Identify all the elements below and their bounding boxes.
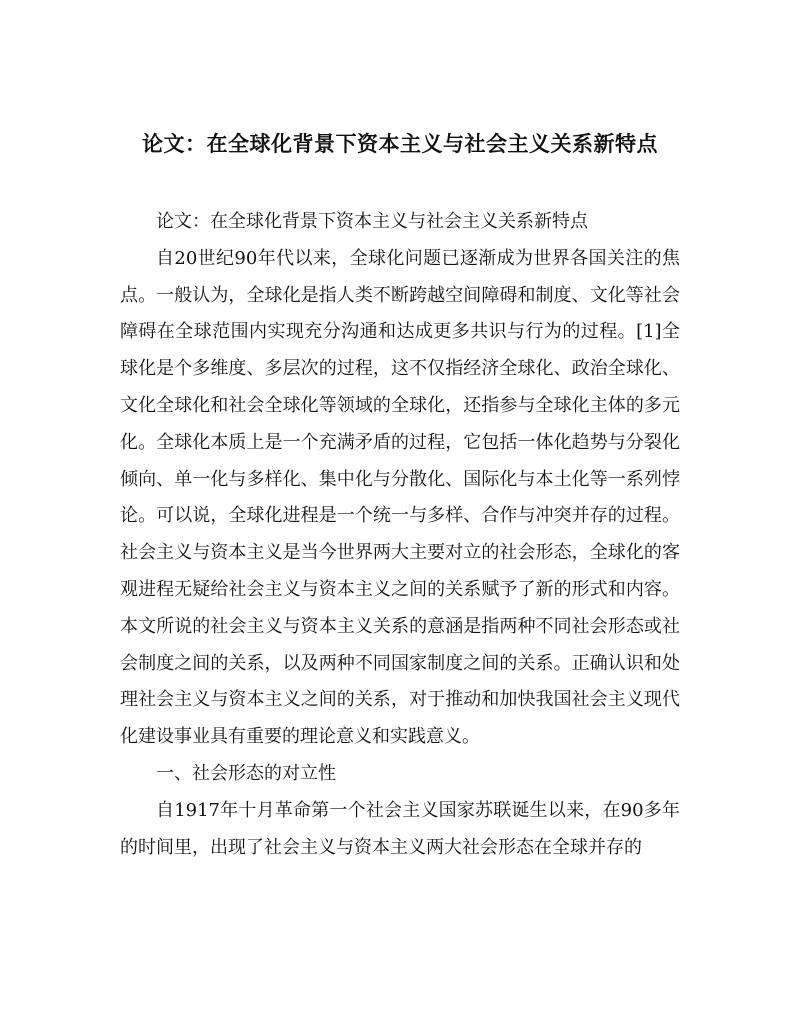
document-title: 论文：在全球化背景下资本主义与社会主义关系新特点 <box>142 132 658 156</box>
paragraph-section-1: 自1917年十月革命第一个社会主义国家苏联诞生以来，在90多年的时间里，出现了社会主义与资本主义两大社会形态在全球并存的 <box>120 799 680 858</box>
paragraph-subtitle: 论文：在全球化背景下资本主义与社会主义关系新特点 <box>156 211 588 232</box>
section-heading: 一、社会形态的对立性 <box>156 762 336 784</box>
paragraph-intro: 自20世纪90年代以来，全球化问题已逐渐成为世界各国关注的焦点。一般认为，全球化是指人类不断跨越空间障碍和制度、文化等社会障碍在全球范围内实现充分沟通和达成更多共识与行为的过程。[1]全球化是个多维度、多层次的过程，这不仅指经济全球化、政治全球化、文化全球化和社会全球化等领域的全球化，还指参与全球化主体的多元化。全球化本质上是一个充满矛盾的过程，它包括一体化趋势与分裂化倾向、单一化与多样化、集中化与分散化、国际化与本土化等一系列悖论。可以说，全球化进程是一个统一与多样、合作与冲突并存的过程。社会主义与资本主义是当今世界两大主要对立的社会形态，全球化的客观进程无疑给社会主义与资本主义之间的关系赋予了新的形式和内容。本文所说的社会主义与资本主义关系的意涵是指两种不同社会形态或社会制度之间的关系，以及两种不同国家制度之间的关系。正确认识和处理社会主义与资本主义之间的关系，对于推动和加快我国社会主义现代化建设事业具有重要的理论意义和实践意义。 <box>120 247 680 748</box>
document-body <box>120 204 680 866</box>
